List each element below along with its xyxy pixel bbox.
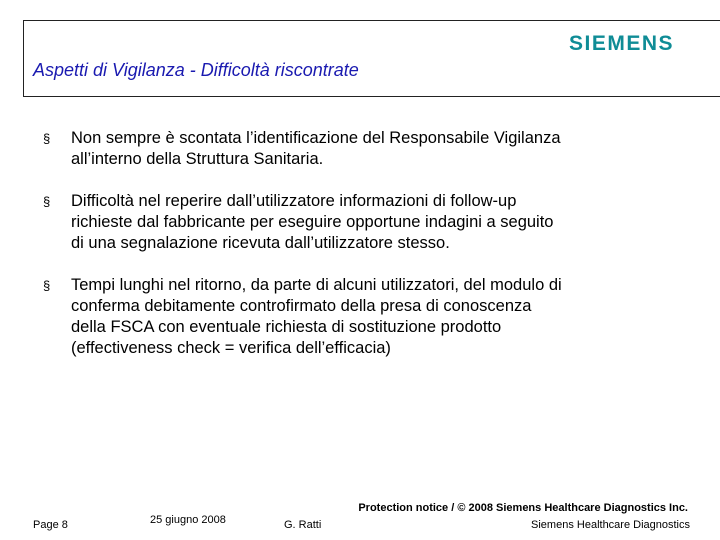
footer-company: Siemens Healthcare Diagnostics: [531, 519, 690, 531]
bullet-item: [43, 128, 683, 170]
bullet-line: Non sempre è scontata l’identificazione del Responsabile Vigilanza: [71, 129, 561, 147]
bullet-item: [43, 275, 683, 359]
bullet-list: [43, 128, 683, 380]
bullet-line: della FSCA con eventuale richiesta di sostituzione prodotto: [71, 318, 502, 336]
slide-title: Aspetti di Vigilanza - Difficoltà riscontrate: [33, 60, 359, 80]
page-number: Page 8: [33, 519, 68, 531]
bullet-marker-icon: §: [43, 131, 51, 146]
bullet-line: all’interno della Struttura Sanitaria.: [71, 150, 324, 168]
footer-date: 25 giugno 2008: [150, 514, 226, 526]
bullet-line: Tempi lunghi nel ritorno, da parte di alcuni utilizzatori, del modulo di: [71, 276, 562, 294]
bullet-marker-icon: §: [43, 194, 51, 209]
bullet-line: di una segnalazione ricevuta dall’utilizzatore stesso.: [71, 234, 450, 252]
protection-notice: Protection notice / © 2008 Siemens Healthcare Diagnostics Inc.: [358, 502, 688, 514]
bullet-item: [43, 191, 683, 254]
bullet-line: Difficoltà nel reperire dall’utilizzatore informazioni di follow-up: [71, 192, 517, 210]
siemens-logo: SIEMENS: [569, 32, 675, 55]
footer-author: G. Ratti: [284, 519, 322, 531]
bullet-line: conferma debitamente controfirmato della presa di conoscenza: [71, 297, 532, 315]
bullet-line: (effectiveness check = verifica dell’efficacia): [71, 339, 391, 357]
bullet-line: richieste dal fabbricante per eseguire opportune indagini a seguito: [71, 213, 554, 231]
bullet-marker-icon: §: [43, 278, 51, 293]
